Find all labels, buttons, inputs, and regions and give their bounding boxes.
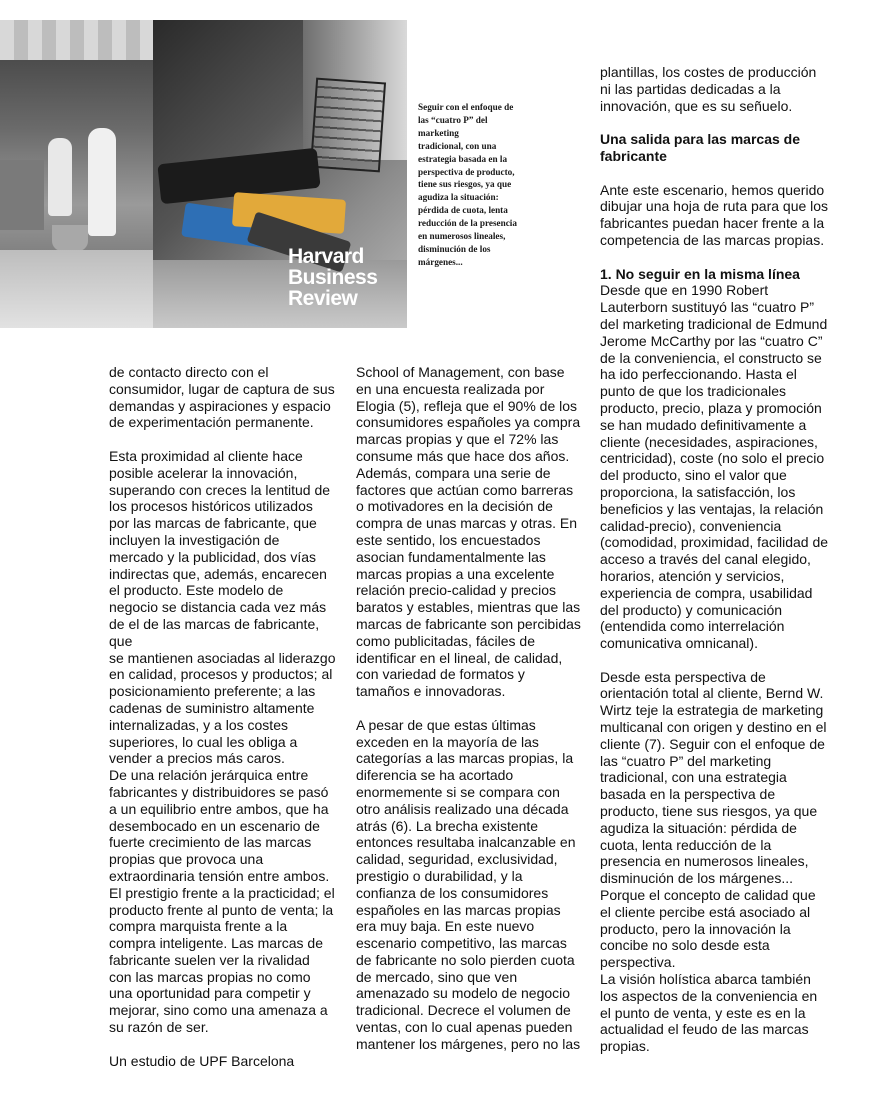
logo-line-2: Business	[288, 266, 378, 289]
paragraph: Un estudio de UPF Barcelona	[109, 1052, 295, 1069]
pull-quote	[418, 101, 520, 269]
subsection-heading: 1. No seguir en la misma línea	[600, 265, 800, 282]
paragraph: A pesar de que estas últimas exceden en la mayoría de las categorías a las marcas propias, la diferencia se ha acortado enormemente si se compara con otro análisis realizado una década atrás (6). La brecha existente entonces resultaba inalcanzable en calidad, seguridad, exclusividad, prestigio o durabilidad, y la confianza de los consumidores españoles en las marcas propias era muy baja. En este nuevo escenario competitivo, las marcas de fabricante no solo pierden cuota de mercado, sino que ven amenazado su modelo de negocio tradicional. Decrece el volumen de ventas, con lo cual apenas pueden mantener los márgenes, pero no las	[356, 716, 581, 1052]
logo-line-1: Harvard	[288, 245, 364, 268]
market-stall	[0, 160, 44, 230]
market-vendor	[48, 138, 72, 216]
paragraph: plantillas, los costes de producción ni las partidas dedicadas a la innovación, que es su señuelo.	[600, 64, 817, 114]
shopping-cart-icon	[310, 78, 386, 173]
column-2	[356, 364, 589, 1053]
paragraph: Desde que en 1990 Robert Lauterborn sustituyó las “cuatro P” del marketing tradicional de Edmund Jerome McCarthy por las “cuatro C” de la conveniencia, el constructo se ha ido perfeccionando. Hasta el punto de que los tradicionales producto, precio, plaza y promoción se han mudado definitivamente a cliente (necesidades, aspiraciones, centricidad), coste (no solo el precio del producto, sino el valor que proporciona, la satisfacción, los beneficios y las ventajas, la relación calidad-precio), conveniencia (comodidad, proximidad, facilidad de acceso a través del canal elegido, horarios, atención y servicios, experiencia de compra, usabilidad del producto) y comunicación (entendida como interrelación comunicativa omnicanal).	[600, 282, 829, 652]
market-awning	[0, 20, 153, 60]
paragraph: Esta proximidad al cliente hace posible acelerar la innovación, superando con creces la lentitud de los procesos históricos utilizados por las marcas de fabricante, que incluyen la investigación de mercado y la publicidad, dos vías indirectas que, además, encarecen el producto. Este modelo de negocio se distancia cada vez más de el de las marcas de fabricante, que se mantienen asociadas al liderazgo en calidad, procesos y productos; al posicionamiento preferente; a las cadenas de suministro altamente internalizadas, y a los costes superiores, lo cual les obliga a vender a precios más caros. De una relación jerárquica entre fabricantes y distribuidores se pasó a un equilibrio entre ambos, que ha desembocado en un escenario de fuerte crecimiento de las marcas propias que provoca una extraordinaria tensión entre ambos. El prestigio frente a la practicidad; el producto frente al punto de venta; la compra marquista frente a la compra inteligente. Las marcas de fabricante suelen ver la rivalidad con las marcas propias no como una oportunidad para competir y mejorar, sino como una amenaza a su razón de ser.	[109, 447, 336, 1036]
paragraph: de contacto directo con el consumidor, lugar de captura de sus demandas y aspiraciones y espacio de experimentación permanente.	[109, 364, 335, 431]
hbr-logo	[288, 246, 398, 309]
paragraph: Desde esta perspectiva de orientación total al cliente, Bernd W. Wirtz teje la estrategia de marketing multicanal con origen y destino en el cliente (7). Seguir con el enfoque de las “cuatro P” del marketing tradicional, con una estrategia basada en la perspectiva de producto, tiene sus riesgos, ya que agudiza la situación: pérdida de cuota, lenta reducción de la presencia en numerosos lineales, disminución de los márgenes... Porque el concepto de calidad que el cliente percibe está asociado al producto, pero la innovación la concibe no solo desde esta perspectiva. La visión holística abarca también los aspectos de la conveniencia en el punto de venta, y este es en la actualidad el feudo de las marcas propias.	[600, 668, 827, 1055]
paragraph: Ante este escenario, hemos querido dibujar una hoja de ruta para que los fabricantes puedan hacer frente a la competencia de las marcas propias.	[600, 181, 829, 248]
cards-photo	[153, 20, 407, 328]
logo-line-3: Review	[288, 287, 358, 310]
market-basket	[52, 225, 88, 251]
market-customer	[88, 128, 116, 236]
column-1	[109, 364, 345, 1069]
market-photo	[0, 20, 153, 328]
pull-quote-text: Seguir con el enfoque de las “cuatro P” del marketing tradicional, con una estrategia basada en la perspectiva de producto, tiene sus riesgos, ya que agudiza la situación: pérdida de cuota, lenta reducción de la presencia en numerosos lineales, disminución de los márgenes...	[418, 102, 517, 267]
section-heading: Una salida para las marcas de fabricante	[600, 131, 800, 164]
market-floor	[0, 250, 153, 328]
column-3	[600, 64, 836, 1055]
paragraph: School of Management, con base en una encuesta realizada por Elogia (5), refleja que el 90% de los consumidores españoles ya compra marcas propias y que el 72% las consume más que hace dos años. Además, compara una serie de factores que actúan como barreras o motivadores en la decisión de compra de unas marcas y otras. En este sentido, los encuestados asocian fundamentalmente las marcas propias a una excelente relación precio-calidad y precios baratos y estables, mientras que las marcas de fabricante son percibidas como publicitadas, fáciles de identificar en el lineal, de calidad, con variedad de formatos y tamaños e innovadoras.	[356, 364, 581, 700]
